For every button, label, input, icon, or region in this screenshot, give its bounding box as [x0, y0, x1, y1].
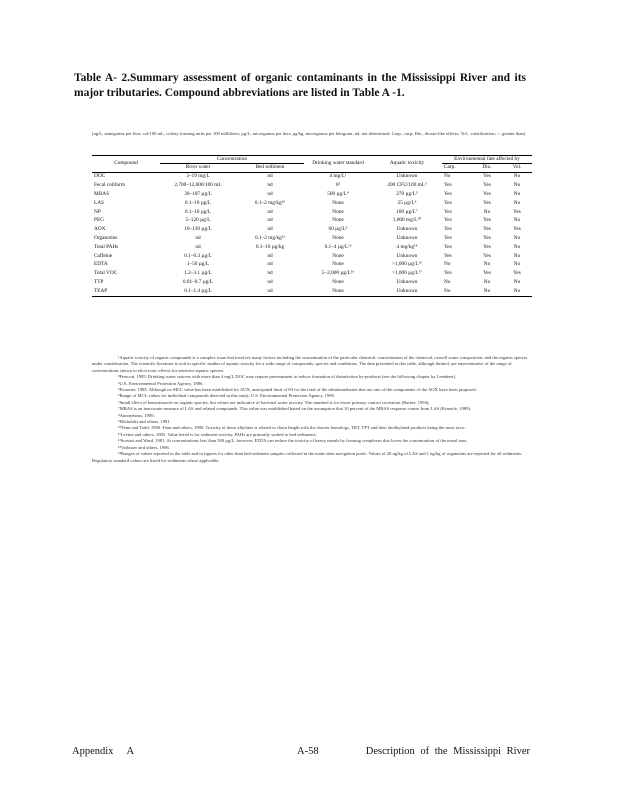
header-concentration: Concentration — [160, 156, 304, 164]
header-compound: Compound — [92, 156, 160, 173]
table-row: LAS 0.1–10 µg/L 0.1–2 mg/kg³⁶ None 25 µg/L⁶ Yes Yes No — [94, 199, 521, 206]
table-row: Total PAHs nd 0.1–10 µg/kg 0.1–4 µg/L¹³ 4 mg/kg¹⁴ Yes Yes No — [94, 243, 521, 250]
header-vol: Vol. — [502, 164, 532, 172]
footnote: ⁸Anonymous, 1989. — [118, 412, 155, 418]
table-row: PEG 5–120 µg/L nd None 1,000 mg/L¹⁰ Yes Yes No — [94, 217, 521, 224]
header-bed-sediment: Bed sediment — [236, 164, 304, 172]
footer-appendix-label: Appendix A — [72, 746, 135, 757]
header-environmental-fate: Environmental fate affected by — [442, 156, 532, 164]
table-row: AOX 10–130 µg/L nd 60 µg/L⁶ Unknown Yes Yes Yes — [94, 226, 521, 233]
footnote: ⁵Range of MCL values for individual compounds detected in this study, U.S. Environmental Protection Agency, 1990. — [118, 393, 335, 399]
table-row: EDTA 1–50 µg/L nd None >1,000 µg/L¹⁵ No No No — [94, 261, 521, 268]
table-row: MBAS 30–107 µg/L nd 500 µg/L⁴ 270 µg/L⁵ Yes Yes No — [94, 190, 521, 197]
header-aquatic-toxicity: Aquatic toxicity — [372, 156, 442, 173]
table-row: TTP 0.01–0.7 µg/L nd None Unknown No No No — [94, 278, 521, 285]
table-caption — [74, 71, 526, 101]
header-carp: Carp. — [442, 164, 472, 172]
footnote: ¹²Sorvari and Ward, 1981. At concentrations less than 500 µg/L, however, EDTA can reduce the toxicity of heavy metals by forming complexes that lower the concentration of the metal ions. — [118, 438, 468, 444]
footnote: ⁶Small effect of benzotriazole on organic species, but values are indicative of bacterial acute toxicity. The standard is for lower primary contact recreation (Barber, 1994). — [118, 399, 430, 405]
page-number: A-58 — [297, 746, 319, 757]
footnote: ¹⁴Ranges of values reported in the table and in figures for other than bed-sediment samples collected in the main-stem navigation pools. Values of 20 ng/kg of LAS and 1 ng/kg of organotins are reported for all sediments. Regulatory standard values are listed for sediments where applicable. — [92, 451, 523, 463]
table-row: TEAP 0.1–1.4 µg/L nd None Unknown No No No — [92, 287, 532, 296]
contaminant-summary-table — [92, 155, 532, 297]
footnote: ⁴Fournier, 1985. Although no MCL value has been established for AOX, anticipated limit of 60 for the total of the trihalomethanes that are one of the components of the AOX have been proposed. — [118, 387, 477, 393]
footnote: ¹⁰Fenn and Todd, 1990. Fenn and others, 1990. Toxicity of these alkyltins is related to chain length with the shorter homologs, TBT, TPT and their dealkylated products being the most toxic. — [118, 425, 466, 431]
table-row: Caffeine 0.1–0.3 µg/L nd None Unknown Yes Yes No — [94, 252, 521, 259]
table-footnotes — [92, 355, 532, 464]
table-row: DOC 3–19 mg/L nd 4 mg/L¹ Unknown No Yes No — [94, 173, 521, 180]
footer-section-title: Description of the Mississippi River — [365, 746, 530, 757]
caption-line-2: major tributaries. Compound abbreviations are listed in Table A -1. — [74, 87, 405, 99]
footnote: ³U.S. Environmental Protection Agency, 1986. — [118, 380, 204, 386]
header-river-water: River water — [160, 164, 236, 172]
header-dio: Dio. — [472, 164, 502, 172]
table-units-note: [ng/L, nanograms per liter; col/100 mL, colony forming units per 100 milliliters; µg/L, micrograms per liter; µg/kg, micrograms per kilogram; nd, not determined; Carp., carp; Dio., dioxin-like effects; Vol., volatilization; >, greater than] — [92, 131, 526, 136]
footnote: ¹Aquatic toxicity of organic compounds is a complex issue that involves many factors including the concentration of the particular chemical, concentration of the chemical, overall water composition, and the organic species under consideration. The scientific literature is rich in specific studies of aquatic toxicity for a wide range of compounds, species and conditions. The data presented in this table, although limited, are representative of the range of concentrations shown to elicit toxic effects for sensitive aquatic species. — [92, 355, 528, 373]
header-drinking-water: Drinking water standard — [304, 156, 372, 173]
footnote: ²Prescott, 1985. Drinking water sources with more than 4 mg/L DOC may require pretreatment to reduce formation of disinfection by-products (see the following chapter by Leenheer). — [118, 374, 457, 380]
footnote: ¹³Varhuser and others, 1996. — [118, 444, 170, 450]
caption-line-1: Table A- 2.Summary assessment of organic contaminants in the Mississippi River and its — [74, 72, 526, 84]
footnote: ⁹Michalski and others, 1981. — [118, 419, 171, 425]
table-row: Fecal coliform 2,700–12,000/100 mL nd 0² 200 CFU/100 mL³ Yes Yes No — [94, 182, 521, 189]
footnote: ¹¹Levine and others, 1985. Value listed is for sediment toxicity. PAHs are primarily sorbed to bed sediments. — [118, 431, 317, 437]
table-row: NP 0.1–10 µg/L nd None 180 µg/L⁷ Yes No Yes — [94, 208, 521, 215]
footnote: ⁷MBAS is an inaccurate measure of LAS and related compounds. This value was established based on the assumption that 10 percent of the MBAS response comes from LAS (Kimerle, 1989). — [118, 406, 472, 412]
table-row: Organotins nd 0.1–2 mg/kg¹² None Unknown Yes Yes No — [94, 234, 521, 241]
table-row: Total VOC 1.2–3.1 µg/L nd 5–2,000 µg/L¹⁶ >1,000 µg/L¹⁷ Yes Yes Yes — [94, 270, 521, 277]
